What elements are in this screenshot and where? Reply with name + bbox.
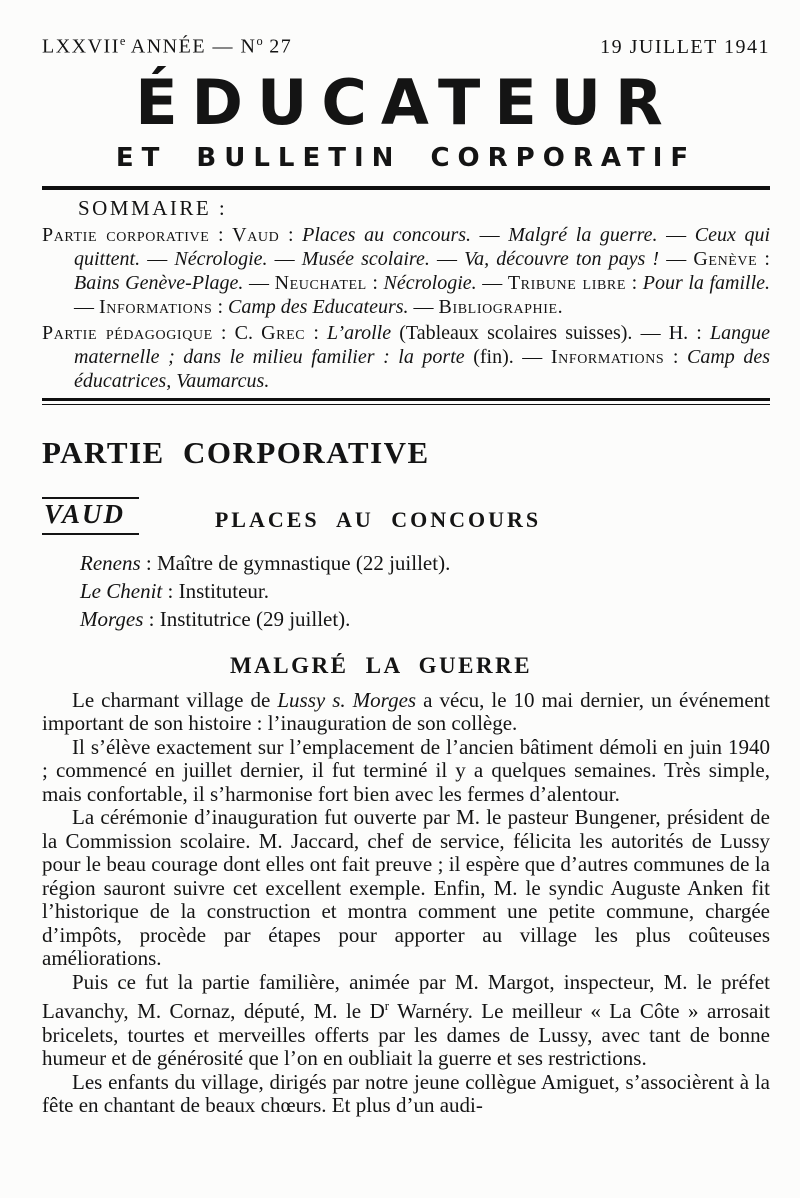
place-item-morges: Morges : Institutrice (29 juillet).	[80, 606, 351, 631]
sommaire-entry-corporative: Partie corporative : Vaud : Places au concours. — Malgré la guerre. — Ceux qui quittent. — Nécrologie. — Musée scolaire. — Va, découvre ton pays ! — Genève : Bains Genève-Plage. — Neuchatel : Nécrologie. — Tribune libre : Pour la famille. — Informations : Camp des Educateurs. — Bibliographie.	[42, 223, 771, 318]
places-heading: PLACES AU CONCOURS	[214, 506, 542, 532]
issue-number: LXXVIIe ANNÉE — $N^o$ 27	[42, 34, 293, 58]
article-paragraph-1: Le charmant village de Lussy s. Morges a vécu, le 10 mai dernier, un événement important de son histoire : l’inauguration de son collège.	[42, 687, 770, 736]
section-title: PARTIE CORPORATIVE	[42, 434, 430, 470]
masthead	[42, 34, 770, 173]
journal-title: ÉDUCATEUR	[135, 65, 677, 139]
article-title: MALGRÉ LA GUERRE	[229, 652, 533, 678]
article-paragraph-5: Les enfants du village, dirigés par notre jeune collègue Amiguet, s’associèrent à la fête en chantant de beaux chœurs. Et plus d’un audi-	[42, 1069, 770, 1118]
article-paragraph-4: Puis ce fut la partie familière, animée par M. Margot, inspecteur, M. le préfet Lavanchy, M. Cornaz, député, M. le $D^r$ Warnéry. Le meilleur « La Côte » arrosait bricelets, tourtes et merveilles offerts par les dames de Lussy, avec tant de bonne humeur et de générosité que l’on en oubliait la guerre et ses restrictions.	[42, 969, 770, 1071]
sommaire-rule	[42, 398, 770, 405]
places-list	[42, 549, 770, 633]
place-item-renens: Renens : Maître de gymnastique (22 juillet).	[80, 550, 451, 575]
article-paragraph-2: Il s’élève exactement sur l’emplacement de l’ancien bâtiment démoli en juin 1940 ; commencé en juillet dernier, il fut terminé il y a quelques semaines. Très simple, mais confortable, il s’harmonise fort bien avec les fermes d’alentour.	[42, 734, 770, 806]
issue-date: 19 JUILLET 1941	[600, 35, 770, 58]
sommaire-entry-pedagogique: Partie pédagogique : C. Grec : L’arolle (Tableaux scolaires suisses). — H. : Langue maternelle ; dans le milieu familier : la porte (fin). — Informations : Camp des éducatrices, Vaumarcus.	[42, 321, 770, 392]
region-row	[42, 495, 770, 541]
place-item-le-chenit: Le Chenit : Instituteur.	[80, 578, 269, 603]
sommaire	[42, 196, 770, 393]
article-body	[42, 689, 770, 1118]
masthead-rule	[42, 186, 770, 190]
region-label-vaud: VAUD	[42, 497, 139, 535]
issue-row	[42, 34, 770, 59]
sommaire-label: SOMMAIRE :	[78, 195, 228, 220]
article-paragraph-3: La cérémonie d’inauguration fut ouverte par M. le pasteur Bungener, président de la Commission scolaire. M. Jaccard, chef de service, félicita les autorités de Lussy pour le beau courage dont elles ont fait preuve ; il espère que d’autres communes de la région sauront suivre cet excellent exemple. Enfin, M. le syndic Auguste Anken fit l’historique de la construction et montra comment une petite commune, chargée d’impôts, procède par étapes pour apporter au village les plus coûteuses améliorations.	[42, 805, 770, 971]
section-corporative	[42, 435, 770, 1118]
journal-subtitle: ET BULLETIN CORPORATIF	[115, 142, 697, 173]
